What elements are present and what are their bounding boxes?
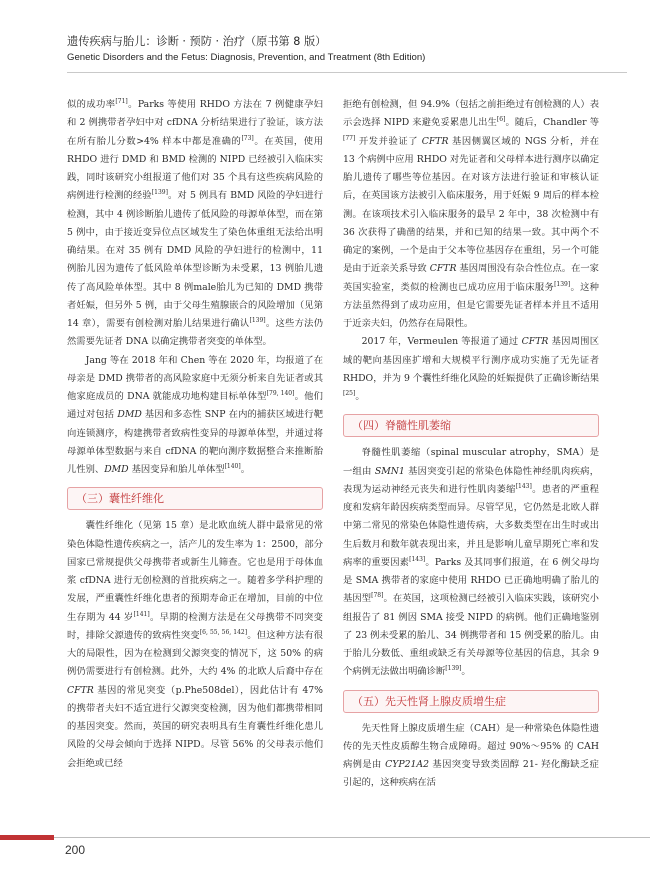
header-rule bbox=[67, 72, 627, 73]
paragraph: 拒绝有创检测，但 94.9%（包括之前拒绝过有创检测的人）表示会选择 NIPD 来避免妥累患儿出生[6]。随后，Chandler 等[77] 开发并验证了 CFTR 基因侧翼区域的 NGS 分析，并在 13 个病例中应用 RHDO 对先证者和父母样本进行测序以确定胎儿遗传了哪些等位基因。在对该方法进行验证和审核认证后，在英国该方法被引入临床服务，用于妊娠 9 周后的样本检测。在该项技术引入临床服务的最早 2 年中，38 次检测中有 36 次获得了确凿的结果，并和已知的结果一致。其中两个不确定的案例，一个是由于父本等位基因存在重组，另一个可能是由于近亲关系导致 CFTR 基因周围没有杂合性位点。在一家英国实验室，类似的检测也已成功应用于临床服务[139]。这种方法虽然得到了成功应用，但是它需要先证者样本并且不适用于近亲夫妇，仍然存在局限性。 bbox=[343, 99, 600, 329]
paragraph: 似的成功率[71]。Parks 等使用 RHDO 方法在 7 例健康孕妇和 2 例携带者孕妇中对 cfDNA 分析结果进行了验证，该方法在所有胎儿分数>4% 样本中都是准确的[73]。在英国，使用 RHDO 进行 DMD 和 BMD 检测的 NIPD 已经被引入临床实践，同时该研究小组报道了他们对 35 个具有这些疾病风险的病例进行检测的经验[139]。对 5 例具有 BMD 风险的孕妇进行检测，其中 4 例诊断胎儿遗传了低风险的母源单体型，而在第 5 例中，由于接近变异位点区域发生了染色体重组无法给出明确结果。在对 35 例有 DMD 风险的孕妇进行的检测中，11 例胎儿因为遗传了低风险单体型诊断为未受累，13 例胎儿遗传了高风险单体型。其中 8 例male胎儿为已知的 DMD 携带者妊娠，但另外 5 例，由于父母生殖腺嵌合的风险增加（见第 14 章），需要有创检测对胎儿结果进行确认[139]。这些方法仍然需要先证者 DNA 以确定携带者突变的单体型。 bbox=[67, 98, 323, 348]
paragraph: 囊性纤维化（见第 15 章）是北欧血统人群中最常见的常染色体隐性遗传疾病之一，活产儿的发生率为 1：2500，部分国家已常规提供父母携带者或新生儿筛查。它也是用于母体血浆 cfDNA 进行无创检测的首批疾病之一。随着多学科护理的发展，严重囊性纤维化患者的预期寿命正在增加，目前的中位生存期为 44 岁[141]。早期的检测方法是在父母携带不同突变时，排除父源遗传的致病性突变[6, 55, 56, 142]。但这种方法有很大的局限性，因为在检测到父源突变的情况下，这 50% 的病例仍需要进行有创检测。此外，大约 4% 的北欧人后裔中存在 CFTR 基因的常见突变（p.Phe508del），因此估计有 47% 的携带者夫妇不适宜进行父源突变检测，因为他们都携带相同的基因突变。然而，英国的研究表明具有生育囊性纤维化患儿风险的父母会倾向于选择 NIPD。尽管 56% 的父母表示他们会拒绝或已经 bbox=[67, 520, 323, 769]
running-header bbox=[67, 34, 627, 65]
header-title-en: Genetic Disorders and the Fetus: Diagnosis, Prevention, and Treatment (8th Edition) bbox=[67, 52, 426, 63]
citation: [6, 55, 56, 142] bbox=[199, 628, 248, 636]
citation: [79, 140] bbox=[266, 390, 295, 397]
citation: [141] bbox=[133, 610, 150, 618]
citation: [143] bbox=[409, 555, 426, 563]
citation: [139] bbox=[554, 280, 571, 288]
header-title-zh: 遗传疾病与胎儿：诊断 · 预防 · 治疗（原书第 8 版） bbox=[67, 35, 327, 48]
footer-rule bbox=[0, 837, 650, 838]
citation: [78] bbox=[371, 592, 384, 600]
paragraph: 脊髓性肌萎缩（spinal muscular atrophy，SMA）是一组由 SMN1 基因突变引起的常染色体隐性神经肌肉疾病，表现为运动神经元丧失和进行性肌肉萎缩[143]。患者的严重程度和发病年龄因疾病类型而异。尽管罕见，它仍然是北欧人群中第二常见的常染色体隐性遗传病，大多数类型在出生时或出生后数月和数年就表现出来，并且是影响儿童早期死亡率和发病率的重要因素[143]。Parks 及其同事们报道，在 6 例父母均是 SMA 携带者的家庭中使用 RHDO 已正确地明确了胎儿的基因型[78]。在英国，这项检测已经被引入临床实践，该研究小组报告了 81 例因 SMA 接受 NIPD 的病例。他们正确地鉴别了 23 例未受累的胎儿、34 例携带者和 15 例受累的胎儿。由于胎儿分数低、重组或缺乏有关母源等位基因的信息，其余 9 个病例无法做出明确诊断[139]。 bbox=[343, 447, 599, 678]
footer-accent-bar bbox=[0, 835, 54, 840]
citation: [139] bbox=[445, 665, 462, 673]
citation: [6] bbox=[496, 116, 506, 124]
citation: [71] bbox=[115, 98, 128, 105]
paragraph: 先天性肾上腺皮质增生症（CAH）是一种常染色体隐性遗传的先天性皮质醇生物合成障碍。超过 90%～95% 的 CAH 病例是由 CYP21A2 基因突变导致类固醇 21- 羟化酶缺乏症引起的，这种疾病在活 bbox=[343, 722, 599, 789]
paragraph: Jang 等在 2018 年和 Chen 等在 2020 年，均报道了在母亲是 DMD 携带者的高风险家庭中无须分析来自先证者或其他家庭成员的 DNA 就能成功地构建目标单体型[79, 140]。他们通过对包括 DMD 基因和多态性 SNP 在内的捕获区域进行靶向连锁测序，构建携带者致病性变异的母源单体型，并通过将母源单体型数据与来自 cfDNA 的靶向测序数据整合来推断胎儿性别、DMD 基因变异和胎儿单体型[140]。 bbox=[67, 354, 323, 475]
citation: [143] bbox=[515, 482, 532, 490]
section-heading-cystic-fibrosis: （三）囊性纤维化 bbox=[67, 487, 323, 510]
paragraph: 2017 年，Vermeulen 等报道了通过 CFTR 基因周围区域的靶向基因座扩增和大规模平行测序成功实施了无先证者 RHDO，并为 9 个囊性纤维化风险的妊娠提供了正确诊断结果[25]。 bbox=[343, 336, 599, 402]
section-heading-sma: （四）脊髓性肌萎缩 bbox=[343, 414, 599, 437]
citation: [139] bbox=[151, 189, 168, 197]
citation: [73] bbox=[241, 134, 254, 142]
citation: [77] bbox=[343, 134, 356, 142]
citation: [140] bbox=[224, 463, 241, 470]
citation: [139] bbox=[249, 317, 266, 324]
section-heading-cah: （五）先天性肾上腺皮质增生症 bbox=[343, 690, 599, 713]
left-column bbox=[67, 96, 323, 773]
page-number: 200 bbox=[65, 843, 86, 857]
citation: [25] bbox=[343, 390, 356, 397]
right-column bbox=[343, 96, 599, 793]
